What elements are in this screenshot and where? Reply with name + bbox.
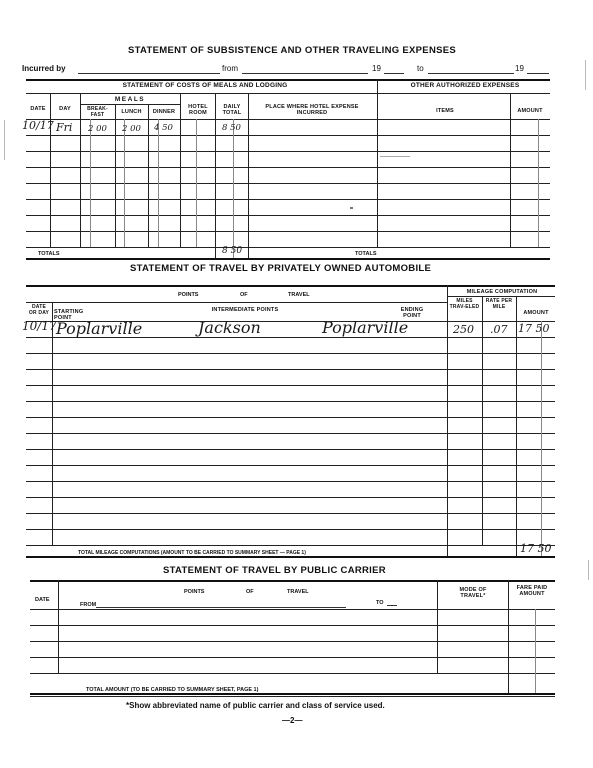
meals-row-lunch: 2 00	[122, 124, 141, 134]
scan-edge-mark	[588, 560, 589, 580]
meals-col-meals: MEALS	[114, 96, 146, 103]
auto-section-title: STATEMENT OF TRAVEL BY PRIVATELY OWNED AUTOMOBILE	[130, 263, 432, 274]
meals-row-dinner: 4 50	[154, 123, 173, 133]
mileage-computation-title: MILEAGE COMPUTATION	[466, 289, 538, 295]
auto-col-amount: AMOUNT	[523, 310, 549, 316]
year-prefix-2: 19	[515, 64, 524, 73]
carrier-from-field[interactable]	[96, 607, 346, 608]
incurred-by-label: Incurred by	[22, 64, 66, 73]
auto-row-ending: Poplarville	[322, 318, 409, 337]
meals-col-daily-total: DAILY TOTAL	[222, 104, 242, 116]
to-year-field[interactable]	[527, 73, 549, 74]
auto-row-starting: Poplarville	[56, 319, 143, 338]
carrier-to-field[interactable]	[387, 605, 397, 606]
meals-col-day: DAY	[59, 106, 71, 112]
scan-edge-mark	[4, 120, 5, 160]
carrier-of-label: OF	[246, 589, 254, 595]
meals-totals-label: TOTALS	[38, 251, 60, 257]
meals-col-lunch: LUNCH	[121, 109, 142, 115]
to-date-field[interactable]	[428, 73, 514, 74]
carrier-total-label: TOTAL AMOUNT (TO BE CARRIED TO SUMMARY SHEET, PAGE 1)	[86, 687, 259, 693]
carrier-footnote: *Show abbreviated name of public carrier and class of service used.	[126, 701, 385, 710]
auto-points-label: POINTS	[178, 292, 199, 298]
meals-row-breakfast: 2 00	[88, 124, 107, 134]
year-prefix-1: 19	[372, 64, 381, 73]
auto-col-starting: STARTING POINT	[54, 309, 84, 321]
auto-col-miles: MILES TRAV-ELED	[449, 298, 480, 310]
auto-col-ending: ENDING POINT	[400, 307, 424, 319]
meals-col-place: PLACE WHERE HOTEL EXPENSE INCURRED	[265, 104, 359, 116]
incurred-by-field[interactable]	[78, 73, 220, 74]
auto-of-label: OF	[240, 292, 248, 298]
auto-col-intermediate: INTERMEDIATE POINTS	[211, 307, 279, 313]
stray-mark	[350, 207, 353, 209]
meals-row-daily-total: 8 50	[222, 123, 241, 133]
to-label: to	[417, 64, 424, 73]
from-year-field[interactable]	[384, 73, 404, 74]
carrier-col-fare: FARE PAID AMOUNT	[516, 585, 548, 597]
carrier-col-date: DATE	[35, 597, 50, 603]
form-title: STATEMENT OF SUBSISTENCE AND OTHER TRAVELING EXPENSES	[128, 45, 457, 56]
auto-row-date: 10/17	[22, 319, 57, 333]
carrier-travel-label: TRAVEL	[287, 589, 309, 595]
auto-row-amount: 17 50	[518, 322, 550, 335]
other-col-items: ITEMS	[436, 108, 454, 114]
meals-row-date: 10/17	[22, 119, 54, 132]
meals-col-dinner: DINNER	[152, 109, 176, 115]
carrier-from-label: FROM	[80, 602, 97, 608]
auto-col-date: DATE OR DAY	[28, 304, 50, 316]
scan-edge-mark	[585, 60, 586, 90]
meals-section-title: STATEMENT OF COSTS OF MEALS AND LODGING	[122, 82, 288, 89]
auto-row-rate: .07	[490, 323, 508, 336]
meals-grand-total: 8 50	[222, 246, 243, 256]
from-date-field[interactable]	[242, 73, 368, 74]
other-totals-label: TOTALS	[355, 251, 377, 257]
other-col-amount: AMOUNT	[517, 108, 543, 114]
meals-col-hotel: HOTEL ROOM	[188, 104, 208, 116]
carrier-points-label: POINTS	[184, 589, 205, 595]
auto-travel-label: TRAVEL	[288, 292, 310, 298]
auto-col-rate: RATE PER MILE	[485, 298, 513, 310]
auto-total-label: TOTAL MILEAGE COMPUTATIONS (AMOUNT TO BE CARRIED TO SUMMARY SHEET — PAGE 1)	[78, 550, 306, 556]
auto-row-intermediate: Jackson	[198, 318, 261, 337]
other-expenses-title: OTHER AUTHORIZED EXPENSES	[410, 82, 520, 89]
carrier-to-label: TO	[376, 600, 384, 606]
stray-mark	[380, 156, 410, 157]
meals-row-day: Fri	[56, 121, 73, 134]
carrier-section-title: STATEMENT OF TRAVEL BY PUBLIC CARRIER	[163, 565, 386, 576]
page-number: —2—	[282, 716, 303, 725]
auto-total-value: 17 50	[520, 542, 552, 555]
auto-row-miles: 250	[453, 323, 474, 336]
meals-col-breakfast: BREAK-FAST	[87, 106, 108, 118]
carrier-col-mode: MODE OF TRAVEL*	[459, 587, 487, 599]
meals-col-date: DATE	[30, 106, 46, 112]
from-label: from	[222, 64, 238, 73]
